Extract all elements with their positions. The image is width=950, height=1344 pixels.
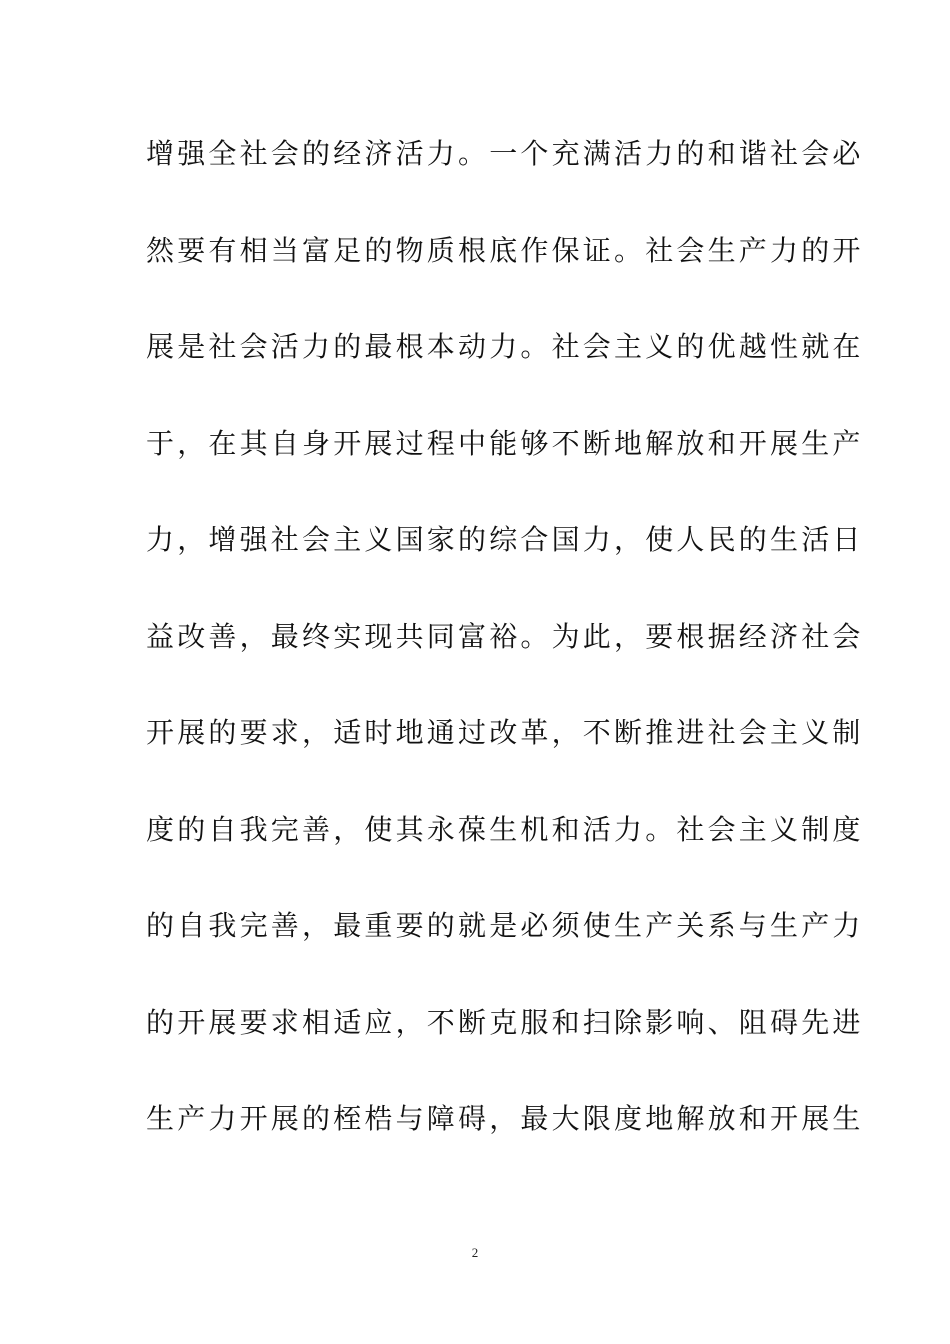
page-number: 2 xyxy=(471,1245,479,1260)
text-line: 生产力开展的桎梏与障碍，最大限度地解放和开展生 xyxy=(146,1102,864,1135)
text-line: 度的自我完善，使其永葆生机和活力。社会主义制度 xyxy=(146,812,864,846)
text-line: 益改善，最终实现共同富裕。为此，要根据经济社会 xyxy=(146,619,864,653)
text-line: 的自我完善，最重要的就是必须使生产关系与生产力 xyxy=(146,909,864,942)
text-line: 的开展要求相适应，不断克服和扫除影响、阻碍先进 xyxy=(146,1005,864,1039)
text-line: 开展的要求，适时地通过改革，不断推进社会主义制 xyxy=(146,716,864,749)
text-line: 增强全社会的经济活力。一个充满活力的和谐社会必 xyxy=(146,137,864,170)
text-line: 展是社会活力的最根本动力。社会主义的优越性就在 xyxy=(146,330,864,363)
text-line: 于，在其自身开展过程中能够不断地解放和开展生产 xyxy=(146,426,864,460)
body-text xyxy=(146,124,864,1186)
text-line: 然要有相当富足的物质根底作保证。社会生产力的开 xyxy=(146,233,864,267)
text-line: 力，增强社会主义国家的综合国力，使人民的生活日 xyxy=(146,523,864,556)
